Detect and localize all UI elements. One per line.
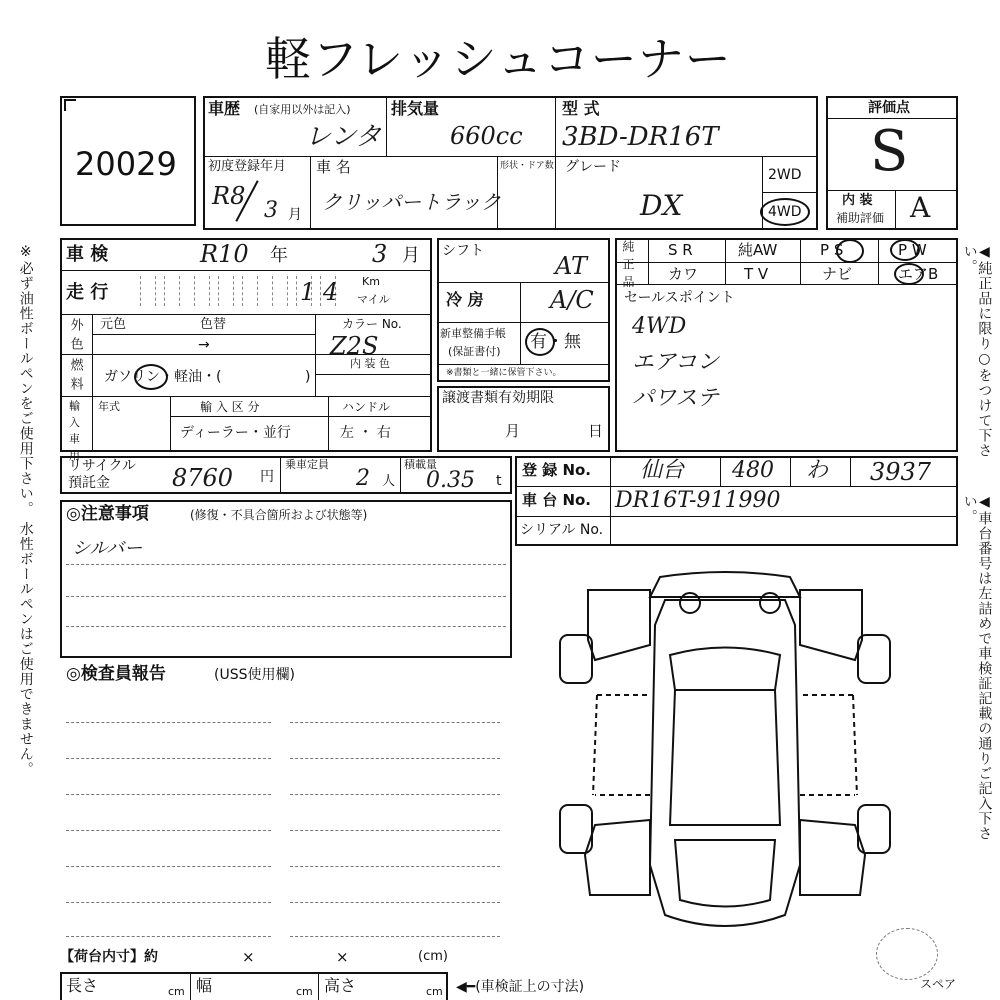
cargo-height-unit: cm [426, 985, 443, 998]
sales-point-line-3: パワステ [632, 386, 719, 411]
vehicle-diagram [555, 565, 895, 945]
capacity-unit: 人 [382, 474, 396, 489]
cargo-label: 【荷台内寸】約 [60, 949, 158, 965]
inspection-month-value: 3 [372, 240, 388, 268]
transfer-label: 譲渡書類有効期限 [442, 390, 554, 406]
registration-kana: わ [806, 458, 829, 483]
import-label: 輸 入 車 用 [67, 400, 81, 462]
first-reg-label: 初度登録年月 [208, 159, 287, 174]
option-tv: T V [744, 265, 769, 283]
fuel-circle-mark [134, 364, 168, 390]
score-value: S [870, 119, 909, 184]
left-front-wheel [560, 635, 592, 683]
shift-label: シフト [442, 243, 484, 259]
registration-class: 480 [732, 458, 774, 483]
color-code-value: Z2S [330, 332, 379, 360]
import-category-label: 輸 入 区 分 [200, 400, 260, 414]
score-label: 評価点 [868, 100, 910, 116]
grade-label: グレード [565, 159, 621, 175]
inspection-year-unit: 年 [270, 245, 288, 266]
cargo-note: ◀━(車検証上の寸法) [456, 979, 585, 995]
option-ps: P S [820, 241, 844, 259]
serial-label: シリアル No. [520, 522, 604, 538]
side-note-right-top: ◀純正品に限り○をつけて下さい。 [961, 244, 993, 458]
mileage-digit-box [242, 276, 258, 306]
cargo-unit: (cm) [418, 949, 448, 964]
recycle-value: 8760 [172, 464, 234, 492]
aircon-label: 冷 房 [446, 290, 484, 309]
manual-label: 新車整備手帳 [440, 327, 506, 340]
right-pillar-line [800, 695, 857, 795]
inspector-label: ◎検査員報告 [66, 664, 166, 684]
mileage-unit-mile: マイル [357, 293, 390, 306]
recycle-label-2: 預託金 [68, 475, 110, 491]
shape-doors-label: 形状・ドア数 [500, 161, 554, 171]
left-rear-panel [585, 820, 650, 895]
car-name-value: クリッパートラック [322, 190, 501, 214]
model-label: 型 式 [562, 99, 600, 118]
option-sr: S R [668, 241, 693, 259]
manual-sub: (保証書付) [448, 345, 501, 358]
option-airbag: エアB [898, 265, 939, 283]
option-navi: ナビ [822, 265, 853, 283]
side-note-left: ※必ず油性ボールペンをご使用下さい。 水性ボールペンはご使用できません。 [17, 244, 34, 777]
sales-point-line-1: 4WD [632, 314, 687, 339]
front-bumper [650, 572, 800, 597]
option-pw-circle-mark [890, 239, 920, 261]
notes-label: ◎注意事項 [66, 504, 149, 524]
mileage-unit-km: Km [362, 275, 380, 288]
color-original-label: 元色 [100, 317, 127, 332]
tail [675, 840, 775, 907]
windshield [670, 648, 780, 691]
notes-line-1: シルバー [72, 538, 143, 559]
right-door-panel [800, 590, 862, 660]
import-year-label: 年式 [98, 400, 120, 413]
cargo-times-1: × [242, 948, 255, 966]
grade-value: DX [640, 189, 683, 222]
cargo-length-label: 長さ [66, 976, 99, 995]
capacity-value: 2 [356, 466, 370, 491]
option-ps-circle-mark [836, 239, 864, 263]
color-arrow: → [198, 337, 210, 353]
mileage-value: 1 4 [300, 278, 339, 306]
mileage-label: 走 行 [66, 282, 109, 303]
option-aw: 純AW [738, 241, 778, 259]
inspection-month-unit: 月 [402, 245, 420, 266]
drive-2wd: 2WD [768, 167, 802, 183]
roof [670, 690, 780, 825]
fuel-close: ) [305, 369, 311, 385]
cargo-width-unit: cm [296, 985, 313, 998]
history-label: 車歴 [208, 99, 241, 118]
side-note-right-bottom: ◀車台番号は左詰めで車検証記載の通りご記入下さい。 [961, 494, 993, 841]
transfer-day: 日 [588, 422, 604, 440]
shift-value: AT [555, 252, 588, 280]
right-rear-panel [800, 820, 865, 895]
inspection-label: 車 検 [66, 244, 109, 265]
first-reg-month-unit: 月 [288, 207, 302, 223]
mileage-digit-box [194, 276, 210, 306]
interior-label-2: 補助評価 [836, 211, 885, 225]
drive-4wd: 4WD [768, 204, 802, 220]
first-reg-month: 3 [264, 198, 278, 223]
option-leather: カワ [668, 265, 699, 283]
page-title: 軽フレッシュコーナー [265, 32, 732, 86]
spare-tire-icon [876, 928, 938, 980]
color-label: 外 色 [67, 318, 83, 352]
drive-circle-mark [760, 198, 810, 226]
load-label: 積載量 [404, 458, 437, 471]
import-category-options: ディーラー・並行 [180, 425, 291, 441]
load-value: 0.35 [426, 468, 475, 493]
registration-label: 登 録 No. [522, 461, 592, 479]
interior-color-label: 内 装 色 [350, 357, 390, 370]
mileage-digit-box [164, 276, 180, 306]
option-pw: P W [898, 241, 927, 259]
cargo-times-2: × [336, 948, 349, 966]
option-airbag-circle-mark [894, 263, 924, 285]
cargo-width-label: 幅 [196, 976, 213, 995]
model-value: 3BD-DR16T [562, 122, 719, 152]
fuel-label: 燃 料 [67, 358, 83, 392]
chassis-value: DR16T-911990 [615, 488, 781, 513]
aircon-value: A/C [550, 286, 594, 314]
inspector-sub: (USS使用欄) [214, 667, 295, 683]
chassis-label: 車 台 No. [522, 491, 592, 509]
cargo-block [60, 972, 448, 1000]
registration-number: 3937 [870, 458, 932, 486]
cargo-length-unit: cm [168, 985, 185, 998]
mileage-digit-box [272, 276, 288, 306]
sales-point-line-2: エアコン [632, 350, 719, 375]
mileage-digit-box [140, 276, 156, 306]
lot-number: 20029 [75, 145, 177, 183]
color-changed-label: 色替 [200, 317, 227, 332]
registration-area: 仙台 [640, 458, 685, 483]
left-pillar-line [593, 695, 650, 795]
left-door-panel [588, 590, 650, 660]
displacement-value: 660cc [450, 122, 523, 150]
spare-label: スペア [920, 977, 957, 991]
fuel-options: ガソリン・軽油・( [104, 369, 222, 385]
import-handle-label: ハンドル [342, 400, 391, 414]
load-unit: t [496, 473, 502, 489]
cargo-height-label: 高さ [324, 976, 357, 995]
manual-circle-mark [525, 328, 555, 356]
displacement-label: 排気量 [391, 99, 440, 118]
first-reg-year: R8 [212, 182, 246, 210]
recycle-unit: 円 [260, 469, 274, 485]
transfer-month: 月 [505, 422, 521, 440]
interior-label-1: 内 装 [842, 193, 873, 208]
history-value: レンタ [305, 122, 382, 152]
manual-note: ※書類と一緒に保管下さい。 [446, 368, 562, 378]
manual-options: 有・無 [530, 332, 581, 352]
capacity-label: 乗車定員 [285, 458, 329, 471]
color-code-label: カラー No. [342, 317, 402, 331]
recycle-label-1: リサイクル [68, 458, 137, 474]
history-note: (自家用以外は記入) [254, 103, 351, 116]
options-label: 純 正 品 [621, 240, 635, 289]
right-front-wheel [858, 635, 890, 683]
inspection-year-value: R10 [200, 240, 249, 268]
interior-value: A [910, 191, 931, 224]
car-name-label: 車 名 [316, 158, 351, 176]
notes-sub: (修復・不具合箇所および状態等) [190, 508, 368, 522]
mileage-digit-box [218, 276, 234, 306]
corner-mark-icon [64, 99, 76, 111]
import-handle-options: 左 ・ 右 [340, 425, 391, 441]
sales-point-label: セールスポイント [624, 290, 735, 306]
